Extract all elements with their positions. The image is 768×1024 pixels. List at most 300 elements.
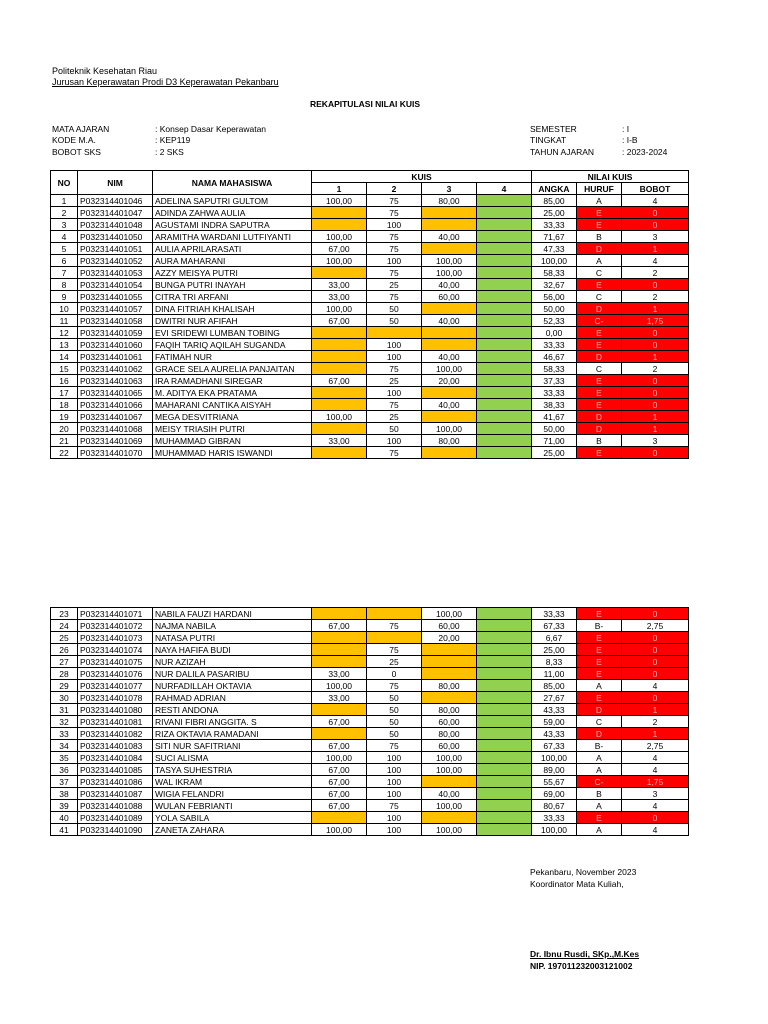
cell-kuis-1 — [312, 339, 367, 351]
cell-angka: 32,67 — [532, 279, 577, 291]
cell-nama: NURFADILLAH OKTAVIA — [153, 680, 312, 692]
cell-no: 17 — [51, 387, 78, 399]
table-row — [51, 375, 689, 387]
cell-kuis-4 — [477, 620, 532, 632]
cell-kuis-3: 80,00 — [422, 680, 477, 692]
cell-nama: AURA MAHARANI — [153, 255, 312, 267]
cell-nama: NUR AZIZAH — [153, 656, 312, 668]
cell-nim: P032314401054 — [78, 279, 153, 291]
cell-kuis-4 — [477, 351, 532, 363]
cell-kuis-3 — [422, 411, 477, 423]
cell-nama: M. ADITYA EKA PRATAMA — [153, 387, 312, 399]
cell-kuis-2: 50 — [367, 728, 422, 740]
cell-nama: YOLA SABILA — [153, 812, 312, 824]
cell-kuis-2: 75 — [367, 447, 422, 459]
cell-angka: 50,00 — [532, 303, 577, 315]
cell-angka: 37,33 — [532, 375, 577, 387]
table-row — [51, 704, 689, 716]
cell-nama: ADINDA ZAHWA AULIA — [153, 207, 312, 219]
cell-kuis-1: 33,00 — [312, 279, 367, 291]
cell-nim: P032314401052 — [78, 255, 153, 267]
cell-kuis-4 — [477, 267, 532, 279]
cell-angka: 33,33 — [532, 339, 577, 351]
header-kuis-3: 3 — [422, 183, 477, 195]
cell-kuis-2: 100 — [367, 255, 422, 267]
cell-kuis-1: 67,00 — [312, 788, 367, 800]
cell-angka: 6,67 — [532, 632, 577, 644]
cell-nim: P032314401048 — [78, 219, 153, 231]
header-no: NO — [51, 171, 78, 195]
header-angka: ANGKA — [532, 183, 577, 195]
cell-kuis-1 — [312, 351, 367, 363]
cell-nim: P032314401050 — [78, 231, 153, 243]
cell-kuis-3 — [422, 644, 477, 656]
table-row — [51, 219, 689, 231]
table-row — [51, 267, 689, 279]
cell-kuis-2: 25 — [367, 411, 422, 423]
cell-kuis-1 — [312, 267, 367, 279]
cell-kuis-3 — [422, 387, 477, 399]
cell-bobot: 1 — [622, 728, 689, 740]
cell-bobot: 2 — [622, 716, 689, 728]
cell-nim: P032314401069 — [78, 435, 153, 447]
cell-angka: 25,00 — [532, 644, 577, 656]
cell-no: 26 — [51, 644, 78, 656]
cell-huruf: B — [577, 231, 622, 243]
table-row — [51, 243, 689, 255]
cell-bobot: 0 — [622, 812, 689, 824]
cell-kuis-3 — [422, 303, 477, 315]
cell-nama: FATIMAH NUR — [153, 351, 312, 363]
cell-nama: AGUSTAMI INDRA SAPUTRA — [153, 219, 312, 231]
cell-kuis-4 — [477, 692, 532, 704]
cell-huruf: E — [577, 219, 622, 231]
cell-kuis-1 — [312, 608, 367, 620]
cell-kuis-2: 75 — [367, 800, 422, 812]
cell-kuis-1 — [312, 399, 367, 411]
cell-kuis-2: 100 — [367, 435, 422, 447]
cell-bobot: 2,75 — [622, 740, 689, 752]
cell-angka: 71,67 — [532, 231, 577, 243]
table-row — [51, 680, 689, 692]
table-row — [51, 716, 689, 728]
cell-no: 39 — [51, 800, 78, 812]
cell-huruf: E — [577, 279, 622, 291]
cell-kuis-3: 100,00 — [422, 363, 477, 375]
cell-kuis-4 — [477, 291, 532, 303]
cell-kuis-3: 40,00 — [422, 231, 477, 243]
cell-nim: P032314401062 — [78, 363, 153, 375]
cell-kuis-1: 67,00 — [312, 800, 367, 812]
cell-angka: 69,00 — [532, 788, 577, 800]
cell-huruf: D — [577, 704, 622, 716]
cell-huruf: E — [577, 375, 622, 387]
cell-kuis-1: 33,00 — [312, 668, 367, 680]
table-row — [51, 608, 689, 620]
cell-kuis-3: 80,00 — [422, 728, 477, 740]
table-row — [51, 692, 689, 704]
cell-kuis-3: 40,00 — [422, 399, 477, 411]
cell-no: 25 — [51, 632, 78, 644]
cell-huruf: A — [577, 752, 622, 764]
cell-no: 40 — [51, 812, 78, 824]
table-row — [51, 824, 689, 836]
cell-kuis-1 — [312, 728, 367, 740]
cell-kuis-4 — [477, 255, 532, 267]
table-row — [51, 620, 689, 632]
cell-kuis-4 — [477, 608, 532, 620]
header-kuis: KUIS — [312, 171, 532, 183]
cell-kuis-4 — [477, 680, 532, 692]
cell-nama: NAJMA NABILA — [153, 620, 312, 632]
cell-kuis-3 — [422, 692, 477, 704]
cell-no: 36 — [51, 764, 78, 776]
cell-kuis-4 — [477, 363, 532, 375]
cell-no: 23 — [51, 608, 78, 620]
cell-kuis-1: 100,00 — [312, 752, 367, 764]
cell-nama: MUHAMMAD HARIS ISWANDI — [153, 447, 312, 459]
cell-angka: 25,00 — [532, 207, 577, 219]
cell-bobot: 3 — [622, 435, 689, 447]
header-kuis-4: 4 — [477, 183, 532, 195]
cell-kuis-3: 100,00 — [422, 824, 477, 836]
cell-angka: 11,00 — [532, 668, 577, 680]
cell-nama: NAYA HAFIFA BUDI — [153, 644, 312, 656]
cell-nama: NABILA FAUZI HARDANI — [153, 608, 312, 620]
cell-no: 18 — [51, 399, 78, 411]
cell-huruf: E — [577, 387, 622, 399]
cell-no: 21 — [51, 435, 78, 447]
cell-no: 38 — [51, 788, 78, 800]
cell-kuis-2: 75 — [367, 644, 422, 656]
cell-nama: ARAMITHA WARDANI LUTFIYANTI — [153, 231, 312, 243]
table-row — [51, 195, 689, 207]
grades-table-page1 — [50, 170, 689, 459]
cell-kuis-4 — [477, 435, 532, 447]
cell-kuis-2: 75 — [367, 195, 422, 207]
table-row — [51, 399, 689, 411]
cell-angka: 41,67 — [532, 411, 577, 423]
cell-bobot: 1,75 — [622, 315, 689, 327]
header-nilai-kuis: NILAI KUIS — [532, 171, 689, 183]
cell-huruf: C — [577, 267, 622, 279]
table-row — [51, 231, 689, 243]
cell-nama: ADELINA SAPUTRI GULTOM — [153, 195, 312, 207]
cell-nama: MAHARANI CANTIKA AISYAH — [153, 399, 312, 411]
table-row — [51, 800, 689, 812]
cell-kuis-4 — [477, 399, 532, 411]
cell-nama: WULAN FEBRIANTI — [153, 800, 312, 812]
cell-huruf: E — [577, 812, 622, 824]
cell-kuis-2: 100 — [367, 752, 422, 764]
cell-kuis-4 — [477, 632, 532, 644]
cell-kuis-1 — [312, 387, 367, 399]
cell-kuis-4 — [477, 219, 532, 231]
cell-bobot: 0 — [622, 608, 689, 620]
cell-nim: P032314401083 — [78, 740, 153, 752]
cell-nim: P032314401076 — [78, 668, 153, 680]
cell-kuis-1 — [312, 632, 367, 644]
cell-no: 10 — [51, 303, 78, 315]
cell-kuis-3: 80,00 — [422, 195, 477, 207]
cell-bobot: 2 — [622, 267, 689, 279]
cell-bobot: 0 — [622, 219, 689, 231]
header-nim: NIM — [78, 171, 153, 195]
cell-bobot: 0 — [622, 339, 689, 351]
cell-kuis-2: 50 — [367, 303, 422, 315]
cell-nim: P032314401071 — [78, 608, 153, 620]
cell-kuis-2: 75 — [367, 620, 422, 632]
cell-no: 20 — [51, 423, 78, 435]
cell-no: 33 — [51, 728, 78, 740]
cell-kuis-3: 40,00 — [422, 351, 477, 363]
cell-nama: GRACE SELA AURELIA PANJAITAN — [153, 363, 312, 375]
info-label: TAHUN AJARAN — [530, 147, 595, 157]
cell-kuis-1: 100,00 — [312, 680, 367, 692]
table-row — [51, 327, 689, 339]
cell-bobot: 0 — [622, 692, 689, 704]
cell-bobot: 0 — [622, 644, 689, 656]
cell-kuis-4 — [477, 644, 532, 656]
table-row — [51, 363, 689, 375]
cell-nim: P032314401086 — [78, 776, 153, 788]
cell-huruf: C — [577, 716, 622, 728]
cell-bobot: 3 — [622, 788, 689, 800]
cell-kuis-3: 20,00 — [422, 375, 477, 387]
grades-table-page2 — [50, 607, 689, 836]
cell-huruf: D — [577, 351, 622, 363]
cell-kuis-2: 100 — [367, 824, 422, 836]
cell-kuis-2: 100 — [367, 219, 422, 231]
info-label: TINGKAT — [530, 135, 567, 145]
cell-nim: P032314401074 — [78, 644, 153, 656]
cell-kuis-3 — [422, 668, 477, 680]
cell-huruf: E — [577, 447, 622, 459]
cell-kuis-4 — [477, 800, 532, 812]
cell-no: 35 — [51, 752, 78, 764]
table-row — [51, 303, 689, 315]
cell-angka: 0,00 — [532, 327, 577, 339]
cell-no: 32 — [51, 716, 78, 728]
cell-kuis-4 — [477, 824, 532, 836]
cell-nama: MEGA DESVITRIANA — [153, 411, 312, 423]
cell-nim: P032314401067 — [78, 411, 153, 423]
cell-kuis-1: 67,00 — [312, 315, 367, 327]
cell-nim: P032314401072 — [78, 620, 153, 632]
cell-kuis-1: 100,00 — [312, 824, 367, 836]
cell-kuis-4 — [477, 207, 532, 219]
cell-nama: NUR DALILA PASARIBU — [153, 668, 312, 680]
cell-no: 29 — [51, 680, 78, 692]
cell-no: 30 — [51, 692, 78, 704]
info-label: SEMESTER — [530, 124, 577, 134]
cell-nim: P032314401068 — [78, 423, 153, 435]
cell-kuis-2: 75 — [367, 207, 422, 219]
cell-huruf: C- — [577, 776, 622, 788]
cell-kuis-2: 100 — [367, 788, 422, 800]
cell-angka: 52,33 — [532, 315, 577, 327]
cell-kuis-2: 50 — [367, 692, 422, 704]
table-row — [51, 339, 689, 351]
cell-no: 28 — [51, 668, 78, 680]
cell-nim: P032314401075 — [78, 656, 153, 668]
cell-nim: P032314401060 — [78, 339, 153, 351]
cell-nama: RIVANI FIBRI ANGGITA. S — [153, 716, 312, 728]
cell-huruf: B — [577, 435, 622, 447]
table-row — [51, 644, 689, 656]
table-row — [51, 279, 689, 291]
cell-no: 2 — [51, 207, 78, 219]
cell-bobot: 2 — [622, 363, 689, 375]
cell-huruf: D — [577, 411, 622, 423]
cell-kuis-1: 33,00 — [312, 692, 367, 704]
cell-kuis-1: 100,00 — [312, 411, 367, 423]
cell-angka: 8,33 — [532, 656, 577, 668]
cell-kuis-1: 67,00 — [312, 716, 367, 728]
cell-nama: FAQIH TARIQ AQILAH SUGANDA — [153, 339, 312, 351]
cell-kuis-3 — [422, 243, 477, 255]
table-row — [51, 255, 689, 267]
table-row — [51, 656, 689, 668]
cell-no: 1 — [51, 195, 78, 207]
cell-bobot: 1,75 — [622, 776, 689, 788]
cell-kuis-3 — [422, 339, 477, 351]
cell-angka: 33,33 — [532, 608, 577, 620]
cell-nim: P032314401081 — [78, 716, 153, 728]
cell-huruf: E — [577, 339, 622, 351]
cell-kuis-3: 60,00 — [422, 291, 477, 303]
cell-nim: P032314401061 — [78, 351, 153, 363]
header-nama: NAMA MAHASISWA — [153, 171, 312, 195]
cell-kuis-4 — [477, 788, 532, 800]
cell-bobot: 0 — [622, 632, 689, 644]
cell-kuis-2: 50 — [367, 315, 422, 327]
cell-no: 9 — [51, 291, 78, 303]
cell-huruf: B- — [577, 620, 622, 632]
header-bobot: BOBOT — [622, 183, 689, 195]
cell-nama: RAHMAD ADRIAN — [153, 692, 312, 704]
cell-angka: 85,00 — [532, 195, 577, 207]
cell-kuis-2: 100 — [367, 812, 422, 824]
cell-kuis-3 — [422, 656, 477, 668]
cell-nama: CITRA TRI ARFANI — [153, 291, 312, 303]
cell-kuis-3: 60,00 — [422, 620, 477, 632]
table-row — [51, 387, 689, 399]
cell-angka: 25,00 — [532, 447, 577, 459]
cell-huruf: E — [577, 608, 622, 620]
cell-kuis-4 — [477, 411, 532, 423]
cell-bobot: 2,75 — [622, 620, 689, 632]
table-row — [51, 291, 689, 303]
cell-kuis-2: 50 — [367, 423, 422, 435]
cell-huruf: E — [577, 656, 622, 668]
cell-kuis-4 — [477, 764, 532, 776]
cell-huruf: A — [577, 680, 622, 692]
cell-angka: 80,67 — [532, 800, 577, 812]
cell-nim: P032314401090 — [78, 824, 153, 836]
cell-nim: P032314401051 — [78, 243, 153, 255]
cell-bobot: 0 — [622, 656, 689, 668]
cell-nama: SUCI ALISMA — [153, 752, 312, 764]
cell-nim: P032314401085 — [78, 764, 153, 776]
cell-kuis-2: 75 — [367, 680, 422, 692]
table-row — [51, 447, 689, 459]
cell-kuis-4 — [477, 656, 532, 668]
cell-kuis-4 — [477, 339, 532, 351]
table-row — [51, 435, 689, 447]
cell-kuis-3: 100,00 — [422, 255, 477, 267]
cell-kuis-4 — [477, 423, 532, 435]
cell-no: 4 — [51, 231, 78, 243]
cell-no: 41 — [51, 824, 78, 836]
cell-huruf: D — [577, 243, 622, 255]
cell-nim: P032314401047 — [78, 207, 153, 219]
cell-bobot: 0 — [622, 207, 689, 219]
info-label: BOBOT SKS — [52, 147, 101, 157]
table-row — [51, 776, 689, 788]
cell-kuis-1 — [312, 219, 367, 231]
cell-kuis-1: 33,00 — [312, 435, 367, 447]
cell-nama: MUHAMMAD GIBRAN — [153, 435, 312, 447]
cell-kuis-2: 25 — [367, 375, 422, 387]
cell-nim: P032314401077 — [78, 680, 153, 692]
cell-no: 5 — [51, 243, 78, 255]
cell-nama: SITI NUR SAFITRIANI — [153, 740, 312, 752]
cell-no: 34 — [51, 740, 78, 752]
table-row — [51, 207, 689, 219]
cell-bobot: 2 — [622, 291, 689, 303]
cell-angka: 38,33 — [532, 399, 577, 411]
cell-angka: 67,33 — [532, 740, 577, 752]
cell-kuis-3: 100,00 — [422, 752, 477, 764]
cell-nama: RESTI ANDONA — [153, 704, 312, 716]
cell-kuis-1 — [312, 327, 367, 339]
cell-angka: 46,67 — [532, 351, 577, 363]
cell-no: 6 — [51, 255, 78, 267]
cell-huruf: E — [577, 692, 622, 704]
cell-kuis-4 — [477, 716, 532, 728]
cell-huruf: E — [577, 632, 622, 644]
cell-angka: 50,00 — [532, 423, 577, 435]
cell-kuis-1: 100,00 — [312, 195, 367, 207]
cell-kuis-3: 80,00 — [422, 435, 477, 447]
cell-kuis-3: 100,00 — [422, 423, 477, 435]
cell-kuis-2: 75 — [367, 291, 422, 303]
institution-name: Politeknik Kesehatan Riau — [52, 66, 158, 76]
cell-kuis-4 — [477, 387, 532, 399]
cell-kuis-3 — [422, 207, 477, 219]
cell-angka: 27,67 — [532, 692, 577, 704]
cell-no: 22 — [51, 447, 78, 459]
cell-kuis-4 — [477, 812, 532, 824]
cell-bobot: 1 — [622, 411, 689, 423]
cell-huruf: E — [577, 644, 622, 656]
cell-bobot: 0 — [622, 399, 689, 411]
cell-bobot: 1 — [622, 243, 689, 255]
cell-kuis-2: 50 — [367, 704, 422, 716]
cell-bobot: 0 — [622, 327, 689, 339]
cell-no: 12 — [51, 327, 78, 339]
cell-kuis-2 — [367, 632, 422, 644]
cell-nama: ZANETA ZAHARA — [153, 824, 312, 836]
cell-kuis-3: 40,00 — [422, 788, 477, 800]
info-value: : Konsep Dasar Keperawatan — [155, 124, 267, 134]
cell-kuis-4 — [477, 668, 532, 680]
cell-no: 13 — [51, 339, 78, 351]
cell-nama: AULIA APRILARASATI — [153, 243, 312, 255]
table-row — [51, 632, 689, 644]
cell-nim: P032314401066 — [78, 399, 153, 411]
